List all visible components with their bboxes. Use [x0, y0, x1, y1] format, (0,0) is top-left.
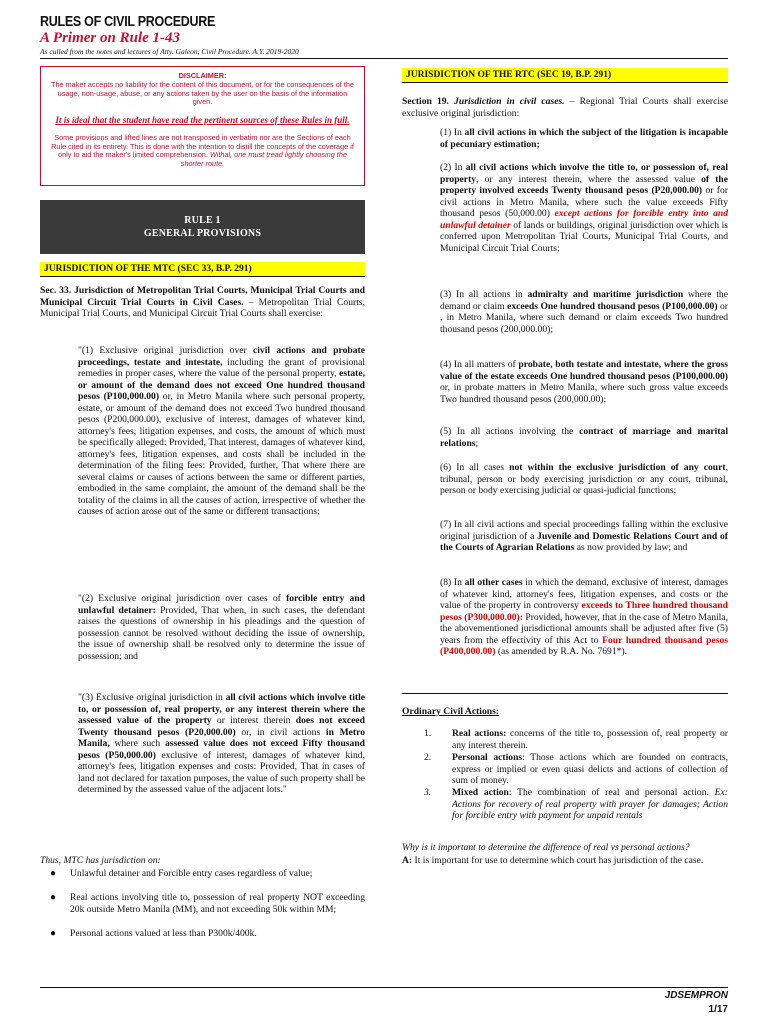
bullet-icon: ●: [50, 892, 57, 903]
rule-heading-box: [40, 200, 365, 254]
mtc-heading: JURISDICTION OF THE MTC (SEC 33, B.P. 291): [40, 262, 365, 277]
sec33-title: Sec. 33. Jurisdiction of Metropolitan Trial Courts, Municipal Trial Courts and Municipal Circuit Trial Courts in Civil Cases.: [40, 285, 365, 308]
text-run: – Regional Trial Courts shall exercise exclusive original jurisdiction:: [402, 96, 728, 119]
mtc-quote-1: [78, 345, 365, 518]
text-run: in Metro Manila,: [78, 726, 366, 749]
list-item: [50, 868, 365, 880]
text-run: (8) In: [440, 577, 465, 588]
text-run: as now provided by law; and: [574, 542, 688, 553]
disclaimer-provisions-note: [49, 134, 356, 169]
text-run: ;: [475, 437, 479, 449]
footer-divider: [40, 987, 728, 988]
text-run: or interest therein: [211, 715, 296, 726]
sec33-paragraph: [40, 285, 365, 320]
page-number: 1/17: [708, 1004, 728, 1015]
text-run: , tribunal, person or body exercising jurisdiction or any court, tribunal, person or body exercising judicial or quasi-judicial functions;: [440, 462, 728, 496]
text-run: civil actions and probate proceedings, testate and intestate,: [78, 345, 365, 368]
text-run: in which the demand, exclusive of interest, damages of whatever kind, attorney's fees, litigation expenses, and costs or the value of the property in controversy: [440, 577, 728, 611]
text-run: Provided, That when, in such cases, the defendant raises the questions of ownership in his pleadings and the question of possession cannot be resolved without deciding the issue of ownership, the issue of ownership shall be resolved only to determine the issue of possession; and: [78, 604, 365, 662]
text-run: Real actions involving title to, possession of real property NOT exceeding 20k outside Metro Manila (MM), and not exceeding 50k within MM;: [70, 892, 365, 915]
text-run: estate, or amount of the demand does not exceed One hundred thousand pesos (P100,000.00): [78, 368, 365, 402]
rule-number: RULE 1: [184, 215, 221, 226]
bullet-icon: ●: [50, 928, 57, 939]
text-run: except actions for forcible entry into and unlawful detainer: [440, 208, 729, 231]
document-subtitle: A Primer on Rule 1-43: [40, 30, 181, 46]
text-run: (3) In all actions in: [440, 289, 528, 300]
text-run: "(2) Exclusive original jurisdiction over cases of: [78, 593, 287, 604]
bullet-icon: ●: [50, 868, 57, 879]
text-run: Four hundred thousand pesos (P400,000.00): [440, 634, 729, 657]
text-run: of the property involved exceeds Twenty thousand pesos (P20,000.00): [440, 173, 728, 196]
sec33-text: – Metropolitan Trial Courts, Municipal Trial Courts, and Municipal Circuit Trial Courts shall exercise:: [40, 296, 365, 319]
disclaimer-provisions-text: Some provisions and lifted lines are not transposed in verbatim nor are the Sections of each Rule cited in its entirety. This is done with the intention to distill the concepts of the coverage if only to aid the maker's limited comprehension.: [51, 132, 354, 160]
text-run: or, in Metro Manila where such personal property, estate, or amount of the demand does not exceed Two hundred thousand pesos (P200,000.00), exclusive of interest, damages of whatever kind, attorney's fees, litigation expenses, and costs, the amount of which must be specifically alleged: Provided, That interest, damages of whatever kind, attorney's fees, litigation expenses, and costs shall be included in the determination of the filing fees: Provided, further, That where there are several claims or causes of actions between the same or different parties, embodied in the same complaint, the amount of the demand shall be the totality of the claims in all the causes of action, irrespective of whether the causes of action arose out of the same or different transactions;: [78, 391, 365, 517]
rtc-item-1: [440, 127, 728, 150]
text-run: Personal actions: [452, 752, 523, 763]
text-run: all civil actions in which the subject of the litigation is incapable of pecuniary estimation;: [440, 127, 728, 150]
text-run: exclusive of interest, damages of whatever kind, attorney's fees, litigation expenses and costs: Provided, That in cases of land not declared for taxation purposes, the value of such property shall be determined by the assessed value of the adjacent lots.": [78, 749, 365, 795]
text-run: assessed value does not exceed Fifty thousand pesos (P50,000.00): [78, 738, 365, 761]
text-run: exceeds One hundred thousand pesos (P100,000.00): [507, 300, 718, 312]
mtc-summary-label: Thus, MTC has jurisdiction on:: [40, 855, 161, 866]
disclaimer-ideal-note: It is ideal that the student have read the pertinent sources of these Rules in full.: [55, 115, 350, 125]
text-run: Provided, however, that in the case of Metro Manila, the abovementioned jurisdictional amounts shall be adjusted after five (5) years from the effectivity of this Act to: [440, 611, 729, 646]
text-run: where the demand or claim: [440, 289, 728, 312]
text-run: contract of marriage and marital relations: [440, 426, 728, 449]
rule-title: GENERAL PROVISIONS: [143, 228, 262, 239]
list-item: [50, 892, 365, 915]
oca-heading: Ordinary Civil Actions:: [402, 706, 500, 717]
rtc-item-2: [440, 162, 728, 254]
text-run: Ex: Actions for recovery of real property with prayer for damages; Action for forcible entry with payment for unpaid rentals: [452, 787, 728, 821]
text-run: exceeds to Three hundred thousand pesos (P300,000.00):: [440, 600, 728, 623]
text-run: "(1) Exclusive original jurisdiction over: [78, 345, 253, 356]
text-run: or for civil actions in Metro Manila, where such the value exceeds Fifty thousand pesos (50,000.00): [440, 185, 728, 219]
text-run: (as amended by R.A. No. 7691*).: [495, 646, 628, 657]
text-run: or, in civil actions: [235, 726, 326, 738]
text-run: Juvenile and Domestic Relations Court and of the Courts of Agrarian Relations: [440, 530, 728, 553]
disclaimer-withal-text: Withal, one must tread lightly choosing the shorter route.: [180, 150, 347, 169]
rtc-item-8: [440, 577, 728, 658]
text-run: of lands or buildings, original jurisdiction over which is conferred upon Metropolitan Trial Courts, Municipal Trial Courts, and Municipal Circuit Trial Courts;: [440, 219, 729, 254]
text-run: Section 19.: [402, 96, 449, 107]
text-run: Unlawful detainer and Forcible entry cases regardless of value;: [70, 868, 313, 879]
text-run: Personal actions valued at less than P300k/400k.: [70, 928, 257, 939]
text-run: does not exceed Twenty thousand pesos (P20,000.00): [78, 715, 365, 738]
text-run: , or any interest therein, where the assessed value: [476, 173, 702, 185]
document-title: RULES OF CIVIL PROCEDURE: [40, 14, 216, 30]
text-run: all civil actions which involve the title to, or possession of, real property: [440, 162, 728, 185]
rtc-item-7: [440, 519, 728, 554]
text-run: : Those actions which are founded on contracts, express or implied or even quasi delicts and actions of collection of sum of money.: [452, 752, 728, 786]
text-run: 1.: [424, 728, 432, 739]
disclaimer-title: DISCLAIMER:: [178, 71, 227, 80]
text-run: admiralty and maritime jurisdiction: [527, 289, 684, 300]
list-item: [424, 728, 728, 751]
text-run: (1) In: [440, 127, 465, 138]
sec19-paragraph: [402, 96, 728, 119]
text-run: It is important for use to determine which court has jurisdiction of the case.: [412, 855, 704, 866]
rtc-item-5: [440, 426, 728, 449]
text-run: (2) In: [440, 162, 466, 173]
text-run: all civil actions which involve title to, or possession of, real property, or any interest therein where the assessed value of the property: [78, 692, 365, 726]
rtc-item-3: [440, 289, 728, 335]
text-run: "(3) Exclusive original jurisdiction in: [78, 692, 226, 703]
disclaimer-paragraph: The maker accepts no liability for the content of this document, or for the consequences of the usage, non-usage, abuse, or any actions taken by the user on the basis of the information given.: [51, 79, 354, 107]
text-run: concerns of the title to, possession of, real property or any interest therein.: [452, 728, 728, 751]
disclaimer-box: [40, 66, 365, 186]
answer-text: [402, 855, 728, 867]
text-run: all other cases: [464, 577, 523, 588]
footer-author: JDSEMPRON: [664, 990, 728, 1001]
text-run: or, in probate matters in Metro Manila, where such gross value exceeds Two hundred thousand pesos (200,000.00);: [440, 382, 728, 405]
rtc-divider: [402, 693, 728, 694]
mtc-quote-3: [78, 692, 365, 796]
text-run: (5) In all actions involving the: [440, 426, 580, 437]
text-run: Jurisdiction in civil cases.: [448, 96, 565, 107]
text-run: probate, both testate and intestate, where the gross value of the estate exceeds One hundred thousand pesos (P100,000.00): [440, 359, 728, 382]
text-run: Real actions:: [452, 728, 507, 739]
text-run: not within the exclusive jurisdiction of any court: [509, 462, 726, 473]
list-item: [424, 787, 728, 822]
text-run: (6) In all cases: [440, 462, 510, 473]
text-run: or , in Metro Manila, where such demand or claim exceeds Two hundred thousand pesos (200,000.00);: [440, 300, 728, 335]
list-item: [424, 752, 728, 787]
header-divider: [40, 58, 728, 59]
text-run: Mixed action: [452, 787, 509, 798]
document-note: As culled from the notes and lectures of Atty. Galeon, Civil Procedure. A.Y. 2019-2020: [40, 47, 299, 56]
text-run: A:: [402, 855, 413, 866]
rtc-item-4: [440, 359, 728, 405]
rtc-item-6: [440, 462, 728, 497]
text-run: (7) In all civil actions and special proceedings falling within the exclusive original jurisdiction of a: [440, 519, 728, 542]
mtc-quote-2: [78, 593, 365, 662]
text-run: 2.: [424, 752, 432, 763]
text-run: 3.: [424, 787, 432, 798]
text-run: : The combination of real and personal action.: [508, 787, 715, 798]
question-text: Why is it important to determine the difference of real vs personal actions?: [402, 842, 690, 853]
text-run: where such: [109, 738, 165, 749]
text-run: (4) In all matters of: [440, 359, 519, 370]
text-run: forcible entry and unlawful detainer:: [78, 593, 366, 616]
rtc-heading: JURISDICTION OF THE RTC (SEC 19, B.P. 291): [402, 68, 728, 83]
list-item: [50, 928, 365, 940]
text-run: including the grant of provisional remedies in proper cases, where the value of the personal property,: [78, 356, 365, 379]
